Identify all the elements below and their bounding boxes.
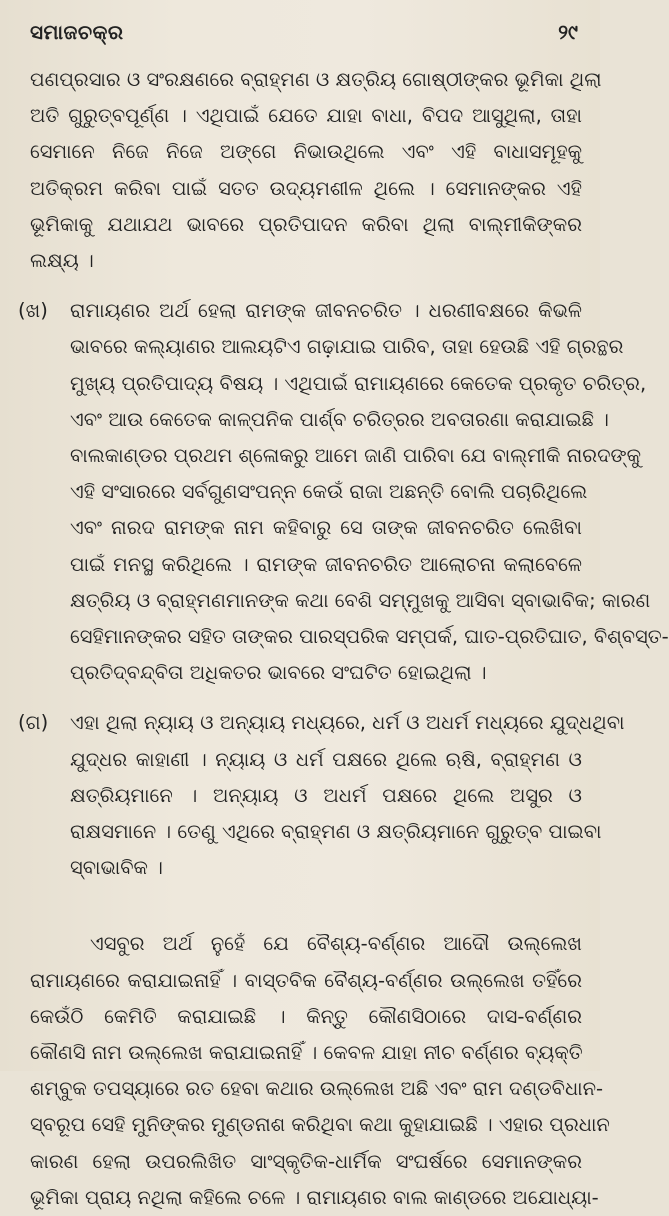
text-line: ଏହା ଥିଲା ନ୍ୟାୟ ଓ ଅନ୍ୟାୟ ମଧ୍ୟରେ, ଧର୍ମ ଓ ଅଧର୍ମ ମଧ୍ୟରେ ଯୁଦ୍ଧଥିବା bbox=[70, 711, 625, 735]
text-line: ମୁଖ୍ୟ ପ୍ରତିପାଦ୍ୟ ବିଷୟ । ଏଥିପାଇଁ ରାମାୟଣରେ କେତେକ ପ୍ରକୃତ ଚରିତ୍ର, bbox=[70, 371, 647, 395]
list-marker: (ଖ) bbox=[18, 299, 48, 323]
text-line: ଭୂମିକାକୁ ଯଥାଯଥ ଭାବରେ ପ୍ରତିପାଦନ କରିବା ଥିଲା ବାଲ୍ମୀକିଙ୍କର bbox=[30, 212, 582, 236]
text-line: ରାକ୍ଷସମାନେ । ତେଣୁ ଏଥିରେ ବ୍ରାହ୍ମଣ ଓ କ୍ଷତ୍ରିୟମାନେ ଗୁରୁତ୍ବ ପାଇବା bbox=[70, 820, 602, 844]
page-header bbox=[30, 20, 578, 54]
text-line: ସେମାନେ ନିଜେ ନିଜେ ଅଙ୍ଗେ ନିଭାଉଥିଲେ ଏବଂ ଏହି ବାଧାସମୂହକୁ bbox=[30, 140, 582, 164]
text-line: ଯୁଦ୍ଧର କାହାଣୀ । ନ୍ୟାୟ ଓ ଧର୍ମ ପକ୍ଷରେ ଥିଲେ ଋଷି, ବ୍ରାହ୍ମଣ ଓ bbox=[70, 747, 582, 771]
text-line: ରାମାୟଣରେ କରାଯାଇନାହିଁ । ବାସ୍ତବିକ ବୈଶ୍ୟ-ବର୍ଣ୍ଣର ଉଲ୍ଲେଖ ତହିଁରେ bbox=[30, 968, 582, 992]
text-line: କାରଣ ହେଲା ଉପରଲିଖିତ ସାଂସ୍କୃତିକ-ଧାର୍ମିକ ସଂଘର୍ଷରେ ସେମାନଙ୍କର bbox=[30, 1149, 582, 1173]
paragraph-2 bbox=[30, 926, 610, 1216]
text-line: କ୍ଷତ୍ରିୟ ଓ ବ୍ରାହ୍ମଣମାନଙ୍କ କଥା ବେଶି ସମ୍ମୁଖକୁ ଆସିବା ସ୍ବାଭାବିକ; କାରଣ bbox=[70, 588, 651, 612]
page-content bbox=[18, 62, 669, 1216]
text-line: ଲକ୍ଷ୍ୟ । bbox=[30, 249, 94, 273]
text-line: ଶମ୍ବୁକ ତପସ୍ୟାରେ ରତ ହେବା କଥାର ଉଲ୍ଲେଖ ଅଛି ଏବଂ ରାମ ଦଣ୍ଡବିଧାନ- bbox=[30, 1077, 604, 1101]
text-line: ଏବଂ ନାରଦ ରାମଙ୍କ ନାମ କହିବାରୁ ସେ ତାଙ୍କ ଜୀବନଚରିତ ଲେଖିବା bbox=[70, 516, 582, 540]
text-line: ଭୂମିକା ପ୍ରାୟ ନଥିଲା କହିଲେ ଚଳେ । ରାମାୟଣର ବାଲ କାଣ୍ଡରେ ଅଯୋଧ୍ୟା- bbox=[30, 1185, 599, 1209]
text-line: ଏବଂ ଆଉ କେତେକ କାଳ୍ପନିକ ପାର୍ଶ୍ବ ଚରିତ୍ରର ଅବତାରଣା କରାଯାଇଛି । bbox=[70, 407, 609, 431]
list-item-ga bbox=[18, 705, 625, 886]
text-line: ଅତି ଗୁରୁତ୍ବପୂର୍ଣ୍ଣ । ଏଥିପାଇଁ ଯେତେ ଯାହା ବାଧା, ବିପଦ ଆସୁଥିଲା, ତାହା bbox=[30, 104, 582, 128]
list-item-kha bbox=[18, 293, 669, 691]
text-line: କ୍ଷତ୍ରିୟମାନେ । ଅନ୍ୟାୟ ଓ ଅଧର୍ମ ପକ୍ଷରେ ଥିଲେ ଅସୁର ଓ bbox=[70, 783, 582, 807]
list-item-body bbox=[70, 705, 625, 886]
text-line: ସ୍ବାଭାବିକ । bbox=[70, 856, 163, 880]
text-line: ପଣପ୍ରସାର ଓ ସଂରକ୍ଷଣରେ ବ୍ରାହ୍ମଣ ଓ କ୍ଷତ୍ରିୟ ଗୋଷ୍ଠୀଙ୍କର ଭୂମିକା ଥିଲା bbox=[30, 68, 602, 91]
list-item-body bbox=[70, 293, 669, 691]
text-line: ରାମାୟଣର ଅର୍ଥ ହେଲା ରାମଙ୍କ ଜୀବନଚରିତ । ଧରଣୀବକ୍ଷରେ କିଭଳି bbox=[70, 299, 582, 323]
text-line: ବାଲକାଣ୍ଡର ପ୍ରଥମ ଶ୍ଳୋକରୁ ଆମେ ଜାଣି ପାରିବା ଯେ ବାଲ୍ମୀକି ନାରଦଙ୍କୁ bbox=[70, 444, 642, 468]
text-line: ଏହି ସଂସାରରେ ସର୍ବଗୁଣସଂପନ୍ନ କେଉଁ ରାଜା ଅଛନ୍ତି ବୋଲି ପଚାରିଥିଲେ bbox=[70, 480, 588, 504]
running-head: ସମାଜଚକ୍ର bbox=[30, 20, 124, 44]
text-line: ସେହିମାନଙ୍କର ସହିତ ତାଙ୍କର ପାରସ୍ପରିକ ସମ୍ପର୍କ, ଘାତ-ପ୍ରତିଘାତ, ବିଶ୍ବସ୍ତ- bbox=[70, 625, 669, 649]
text-line: ସ୍ବରୂପ ସେହି ମୁନିଙ୍କର ମୁଣ୍ଡନାଶ କରିଥିବା କଥା କୁହାଯାଇଛି । ଏହାର ପ୍ରଧାନ bbox=[30, 1113, 610, 1137]
list-marker: (ଗ) bbox=[18, 711, 49, 735]
text-line: ଭାବରେ କଲ୍ୟାଣର ଆଲୟଟିଏ ଗଢ଼ାଯାଇ ପାରିବ, ତାହା ହେଉଛି ଏହି ଗ୍ରନ୍ଥର bbox=[70, 335, 624, 359]
page-number: ୨୯ bbox=[558, 20, 578, 44]
paragraph-1 bbox=[30, 62, 602, 279]
text-line: ପ୍ରତିଦ୍ବନ୍ଦ୍ବିତା ଅଧିକତର ଭାବରେ ସଂଘଟିତ ହୋଇଥିଲା । bbox=[70, 661, 487, 685]
text-line: କେଉଁଠି କେମିତି କରାଯାଇଛି । କିନ୍ତୁ କୌଣସିଠାରେ ଦାସ-ବର୍ଣ୍ଣର bbox=[30, 1004, 582, 1028]
text-line: କୌଣସି ନାମ ଉଲ୍ଲେଖ କରାଯାଇନାହିଁ । କେବଳ ଯାହା ନୀଚ ବର୍ଣ୍ଣର ବ୍ୟକ୍ତି bbox=[30, 1041, 583, 1065]
text-line: ଏସବୁର ଅର୍ଥ ନୁହେଁ ଯେ ବୈଶ୍ୟ-ବର୍ଣ୍ଣର ଆଦୌ ଉଲ୍ଲେଖ bbox=[90, 932, 582, 956]
text-line: ପାଇଁ ମନସ୍ଥ କରିଥିଲେ । ରାମଙ୍କ ଜୀବନଚରିତ ଆଲୋଚନା କଲାବେଳେ bbox=[70, 552, 582, 576]
text-line: ଅତିକ୍ରମ କରିବା ପାଇଁ ସତତ ଉଦ୍ୟମଶୀଳ ଥିଲେ । ସେମାନଙ୍କର ଏହି bbox=[30, 176, 582, 200]
